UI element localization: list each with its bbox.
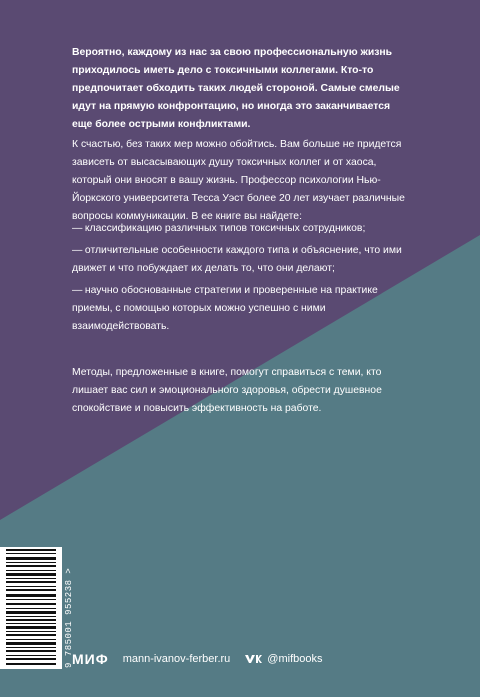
list-item: — научно обоснованные стратегии и проверенные на практике приемы, с помощью которых можно успешно с ними взаимодействовать. (72, 285, 378, 332)
closing-paragraph: Методы, предложенные в книге, помогут справиться с теми, кто лишает вас сил и эмоционального здоровья, обрести душевное спокойствие и повысить эффективность на работе. (72, 367, 382, 414)
publisher-logo: МИФ (72, 651, 109, 667)
barcode-bars (0, 547, 62, 669)
footer (72, 651, 322, 667)
website-link[interactable]: mann-ivanov-ferber.ru (122, 653, 231, 665)
social-handle[interactable] (244, 653, 322, 665)
barcode (0, 547, 62, 669)
list-item: — классификацию различных типов токсичных сотрудников; (72, 223, 366, 234)
list-item: — отличительные особенности каждого типа и объяснение, что ими движет и что побуждает их делать то, что они делают; (72, 245, 402, 274)
lead-paragraph: Вероятно, каждому из нас за свою профессиональную жизнь приходилось иметь дело с токсичными коллегами. Кто-то предпочитает обходить таких людей стороной. Самые смелые идут на прямую конфронтацию, но иногда это заканчивается еще более острыми конфликтами. (72, 47, 400, 130)
social-handle-text: @mifbooks (267, 653, 323, 665)
intro-paragraph: К счастью, без таких мер можно обойтись. Вам больше не придется зависеть от высасывающих душу токсичных коллег и от хаоса, который они вносят в вашу жизнь. Профессор психологии Нью-Йоркского университета Тесса Уэст более 20 лет изучает различные вопросы коммуникации. В ее книге вы найдете: (72, 139, 405, 222)
benefits-list (72, 220, 412, 340)
barcode-digits: 9 785001 955238 > (64, 567, 74, 668)
vk-icon (244, 653, 262, 665)
